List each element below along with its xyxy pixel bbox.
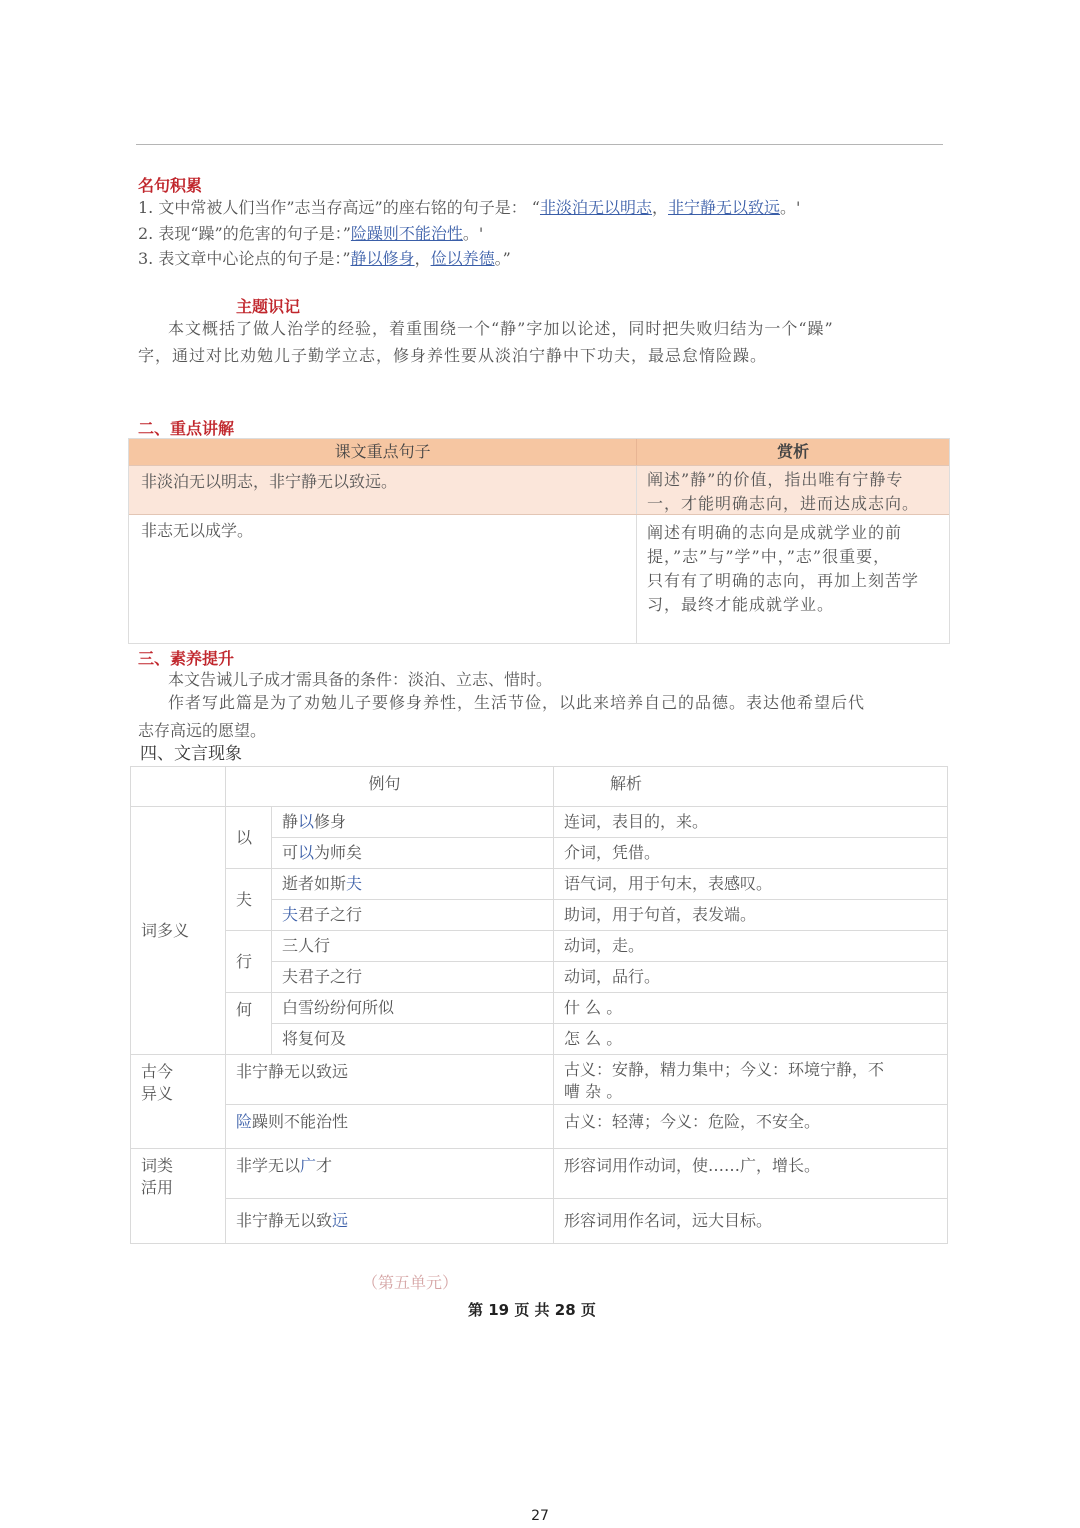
- highlight-text: 夫: [346, 874, 363, 893]
- blank-cell: [131, 767, 226, 807]
- quote-line-3: [138, 248, 511, 270]
- analysis-cell: 动词，走。: [554, 931, 948, 962]
- group-label-line: 异义: [141, 1084, 174, 1103]
- analysis-line: 阐述有明确的志向是成就学业的前: [647, 523, 903, 542]
- highlight-text: 广: [300, 1156, 317, 1175]
- example-text: 非学无以: [236, 1156, 301, 1175]
- quote-3-part2: 俭以养德: [430, 249, 495, 268]
- example-text: 才: [316, 1156, 333, 1175]
- header-analysis: 解析: [554, 767, 948, 807]
- header-example: 例句: [226, 767, 554, 807]
- group-label-line: 活用: [141, 1178, 174, 1197]
- table-row: [131, 1105, 948, 1149]
- row-analysis: [637, 466, 949, 514]
- page-number: 27: [531, 1508, 549, 1524]
- word-yi: 以: [226, 807, 272, 869]
- header-rule: [136, 144, 943, 145]
- quote-3-sep: ，: [414, 249, 431, 268]
- row-sentence: 非淡泊无以明志，非宁静无以致远。: [129, 466, 637, 514]
- page-info: 第 19 页 共 28 页: [468, 1301, 596, 1319]
- analysis-line: 嘈 杂 。: [564, 1082, 623, 1101]
- section4-title: 四、文言现象: [140, 744, 242, 764]
- highlight-text: 夫: [282, 905, 299, 924]
- quote-line-1: [138, 197, 800, 219]
- analysis-cell: 古义：轻薄；今义：危险，不安全。: [554, 1105, 948, 1149]
- theme-line-1: 本文概括了做人治学的经验，着重围绕一个“静”字加以论述，同时把失败归结为一个“躁”: [168, 319, 834, 338]
- row-analysis: [637, 515, 949, 643]
- word-fu: 夫: [226, 869, 272, 931]
- group-label-line: 词类: [141, 1156, 174, 1175]
- quote-2-prefix: 2. 表现“躁”的危害的句子是：”: [138, 224, 351, 243]
- analysis-cell: 助词，用于句首，表发端。: [554, 900, 948, 931]
- quote-1-sep: ，: [652, 198, 669, 217]
- quote-2-suffix: 。': [462, 224, 484, 243]
- quote-3-prefix: 3. 表文章中心论点的句子是：”: [138, 249, 351, 268]
- table-row: [131, 993, 948, 1024]
- table-header: [129, 439, 949, 465]
- analysis-line: 习，最终才能成就学业。: [647, 595, 835, 614]
- group-polysemy: 词多义: [131, 807, 226, 1055]
- analysis-cell: 什 么 。: [554, 993, 948, 1024]
- example-cell: 夫君子之行: [272, 962, 554, 993]
- section3-line-2: 作者写此篇是为了劝勉儿子要修身养性，生活节俭，以此来培养自己的品德。表达他希望后代: [168, 693, 866, 712]
- highlight-text: 远: [332, 1211, 349, 1230]
- quote-1-prefix: 1. 文中常被人们当作”志当存高远”的座右铭的句子是： “: [138, 198, 540, 217]
- table-row: [131, 1149, 948, 1199]
- row-sentence: 非志无以成学。: [129, 515, 637, 643]
- analysis-cell: 形容词用作名词，远大目标。: [554, 1199, 948, 1244]
- quote-2-part: 险躁则不能治性: [350, 224, 463, 243]
- example-text: 君子之行: [298, 905, 363, 924]
- example-cell: [272, 869, 554, 900]
- quote-3-part1: 静以修身: [350, 249, 415, 268]
- example-cell: [226, 1105, 554, 1149]
- example-text: 静: [282, 812, 299, 831]
- analysis-line: 一，才能明确志向，进而达成志向。: [647, 494, 920, 513]
- table-row: [129, 514, 949, 643]
- highlight-text: 险: [236, 1112, 253, 1131]
- example-cell: 三人行: [272, 931, 554, 962]
- quotes-title: 名句积累: [138, 176, 203, 195]
- example-cell: 白雪纷纷何所似: [272, 993, 554, 1024]
- table-row: [129, 465, 949, 514]
- section2-title: 二、重点讲解: [138, 419, 235, 438]
- example-text: 躁则不能治性: [252, 1112, 349, 1131]
- example-text: 修身: [314, 812, 347, 831]
- example-text: 逝者如斯: [282, 874, 347, 893]
- highlight-text: 以: [298, 812, 315, 831]
- example-cell: 非宁静无以致远: [226, 1055, 554, 1105]
- analysis-line: 只有有了明确的志向，再加上刻苦学: [647, 571, 920, 590]
- analysis-cell: 怎 么 。: [554, 1024, 948, 1055]
- theme-title: 主题识记: [236, 297, 301, 316]
- table-row: [131, 931, 948, 962]
- group-word-class: [131, 1149, 226, 1244]
- quote-1-part1: 非淡泊无以明志: [539, 198, 652, 217]
- analysis-cell: 动词，品行。: [554, 962, 948, 993]
- table-row: [131, 1199, 948, 1244]
- analysis-cell: 介词，凭借。: [554, 838, 948, 869]
- example-cell: [272, 838, 554, 869]
- analysis-line: 阐述”静”的价值，指出唯有宁静专: [647, 470, 904, 489]
- example-cell: [226, 1149, 554, 1199]
- analysis-cell: [554, 1055, 948, 1105]
- quote-3-suffix: 。”: [494, 249, 511, 268]
- section3-line-3: 志存高远的愿望。: [138, 721, 267, 740]
- analysis-cell: 连词，表目的，来。: [554, 807, 948, 838]
- example-cell: [272, 807, 554, 838]
- analysis-cell: 语气词，用于句末，表感叹。: [554, 869, 948, 900]
- section3-title: 三、素养提升: [138, 649, 235, 668]
- example-cell: [272, 900, 554, 931]
- table-row: [131, 1055, 948, 1105]
- word-xing: 行: [226, 931, 272, 993]
- analysis-line: 古义：安静，精力集中；今义：环境宁静，不: [564, 1060, 885, 1079]
- example-text: 非宁静无以致: [236, 1211, 333, 1230]
- highlight-text: 以: [298, 843, 315, 862]
- example-text: 可: [282, 843, 299, 862]
- analysis-cell: 形容词用作动词，使……广，增长。: [554, 1149, 948, 1199]
- header-analysis: 赏析: [777, 442, 810, 461]
- header-sentence: 课文重点句子: [129, 439, 637, 465]
- quote-line-2: [138, 223, 483, 245]
- example-text: 为师矣: [314, 843, 363, 862]
- theme-line-2: 字，通过对比劝勉儿子勤学立志，修身养性要从淡泊宁静中下功夫，最忌怠惰险躁。: [138, 346, 768, 365]
- quote-1-suffix: 。': [780, 198, 801, 217]
- analysis-line: 提，”志”与”学”中，”志”很重要，: [647, 547, 891, 566]
- quote-1-part2: 非宁静无以致远: [668, 198, 781, 217]
- table-row: [131, 767, 948, 807]
- table-row: [131, 807, 948, 838]
- classical-phenomena-table: [130, 766, 948, 1244]
- example-cell: 将复何及: [272, 1024, 554, 1055]
- table-row: [131, 869, 948, 900]
- example-cell: [226, 1199, 554, 1244]
- word-he: 何: [226, 993, 272, 1055]
- group-label-line: 古今: [141, 1062, 174, 1081]
- unit-label: （第五单元）: [362, 1273, 459, 1292]
- group-ancient-modern: [131, 1055, 226, 1149]
- section3-line-1: 本文告诫儿子成才需具备的条件：淡泊、立志、惜时。: [168, 670, 553, 689]
- key-sentences-table: [128, 438, 950, 644]
